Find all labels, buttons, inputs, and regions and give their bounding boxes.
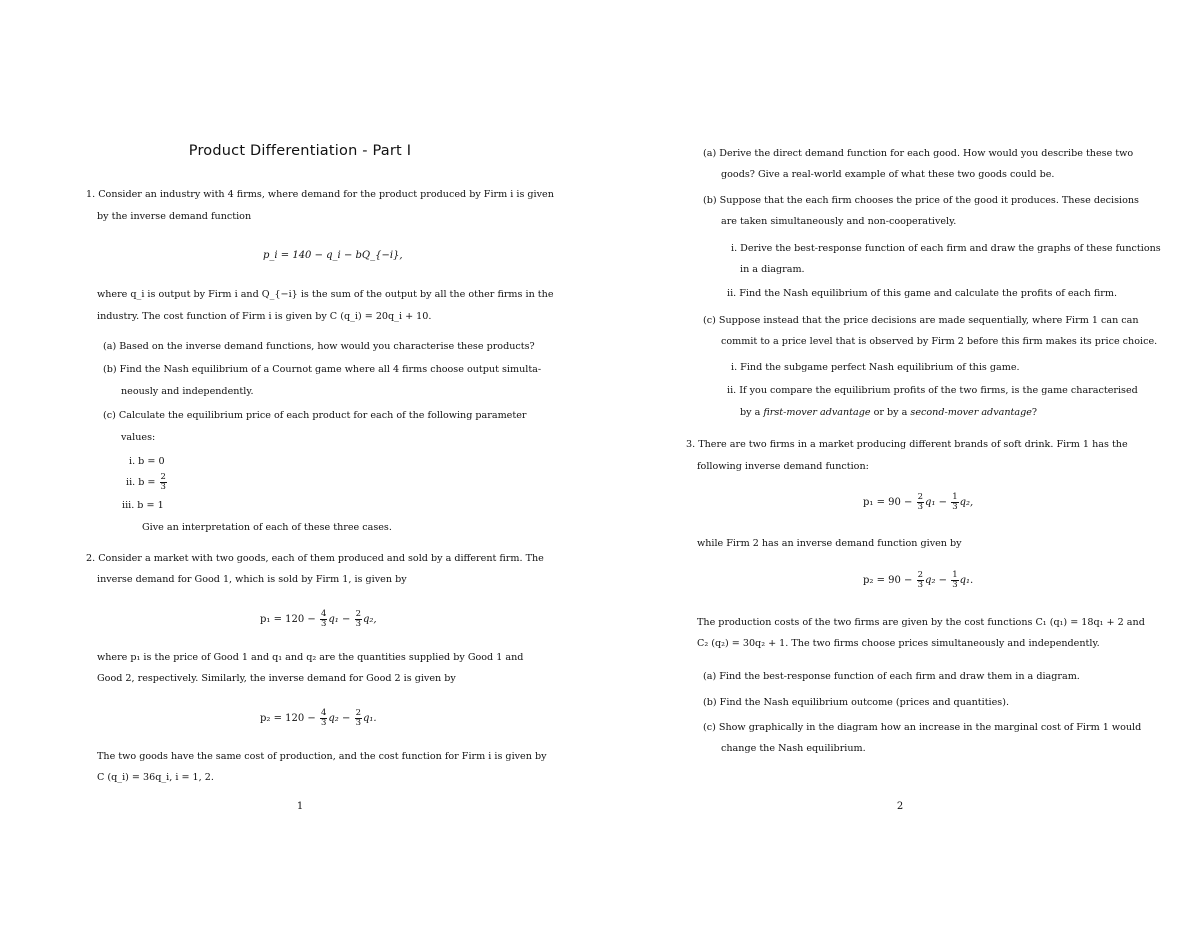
- fraction: [160, 473, 167, 492]
- q2-part-b: are taken simultaneously and non-cooperatively.: [721, 216, 957, 227]
- q1-interpretation: Give an interpretation of each of these three cases.: [142, 522, 392, 533]
- denominator: 3: [917, 502, 924, 512]
- eq-part: p₁ = 120 −: [260, 614, 316, 625]
- denominator: 3: [160, 482, 166, 492]
- denominator: 3: [952, 580, 958, 590]
- document-title: Product Differentiation - Part I: [188, 143, 412, 159]
- q1-part-c-ii: [126, 473, 168, 492]
- q2-part-b-i: i. Derive the best-response function of each firm and draw the graphs of these functions: [731, 243, 1161, 254]
- q1-text: 1. Consider an industry with 4 firms, where demand for the product produced by Firm i is given: [86, 189, 554, 200]
- denominator: 3: [320, 619, 327, 629]
- q1-equation: p_i = 140 − q_i − bQ_{−i},: [263, 250, 403, 261]
- q2-equation-2: [260, 709, 377, 728]
- fraction: [917, 493, 924, 512]
- q3-equation-2: [863, 571, 973, 590]
- numerator: 2: [160, 472, 166, 482]
- q1-part-c: values:: [121, 432, 156, 443]
- text-part: or by a: [870, 407, 911, 418]
- q2-part-b-ii: ii. Find the Nash equilibrium of this game and calculate the profits of each firm.: [727, 288, 1117, 299]
- q3-text: 3. There are two firms in a market producing different brands of soft drink. Firm 1 has the: [686, 439, 1128, 450]
- q1-text: where q_i is output by Firm i and Q_{−i} is the sum of the output by all the other firms in the: [97, 289, 554, 300]
- eq-part: q₂ −: [925, 575, 948, 586]
- fraction: [917, 571, 924, 590]
- denominator: 3: [917, 580, 924, 590]
- q3-part-b: (b) Find the Nash equilibrium outcome (prices and quantities).: [703, 697, 1010, 708]
- eq-part: q₁.: [959, 575, 974, 586]
- denominator: 3: [952, 502, 958, 512]
- q1-part-a: (a) Based on the inverse demand functions, how would you characterise these products?: [103, 341, 535, 352]
- q2-text: 2. Consider a market with two goods, each of them produced and sold by a different firm. The: [86, 553, 544, 564]
- numerator: 1: [952, 570, 958, 580]
- numerator: 4: [320, 609, 327, 619]
- eq-part: q₂,: [959, 497, 974, 508]
- numerator: 1: [952, 492, 958, 502]
- denominator: 3: [320, 718, 327, 728]
- q2-equation-1: [260, 610, 377, 629]
- eq-part: q₁.: [362, 713, 377, 724]
- page-number: 1: [296, 801, 304, 812]
- q2-part-c-i: i. Find the subgame perfect Nash equilibrium of this game.: [731, 362, 1020, 373]
- numerator: 2: [355, 708, 361, 718]
- fraction: [320, 709, 327, 728]
- eq-part: p₂ = 120 −: [260, 713, 316, 724]
- fraction: [951, 571, 958, 590]
- q2-part-b-i: in a diagram.: [740, 264, 805, 275]
- q2-part-b: (b) Suppose that the each firm chooses the price of the good it produces. These decisions: [703, 195, 1139, 206]
- q2-part-c: commit to a price level that is observed by Firm 2 before this firm makes its price choice.: [721, 336, 1158, 347]
- page-2: [600, 0, 1200, 927]
- page-number: 2: [896, 801, 904, 812]
- q2-part-c-ii: ii. If you compare the equilibrium profits of the two firms, is the game characterised: [727, 385, 1138, 396]
- numerator: 2: [917, 492, 924, 502]
- numerator: 2: [917, 570, 924, 580]
- eq-part: p₁ = 90 −: [863, 497, 913, 508]
- q2-part-c: (c) Suppose instead that the price decisions are made sequentially, where Firm 1 can can: [703, 315, 1139, 326]
- eq-part: q₂,: [362, 614, 377, 625]
- text-part: by a: [740, 407, 764, 418]
- text-part: ?: [1031, 407, 1038, 418]
- q2-part-a: (a) Derive the direct demand function for each good. How would you describe these two: [703, 148, 1134, 159]
- q1-text: industry. The cost function of Firm i is given by C (q_i) = 20q_i + 10.: [97, 311, 432, 322]
- q1-part-c-i: i. b = 0: [129, 456, 165, 467]
- q1-part-b: (b) Find the Nash equilibrium of a Cournot game where all 4 firms choose output simulta-: [103, 364, 542, 375]
- fraction: [951, 493, 958, 512]
- fraction: [355, 610, 362, 629]
- q2-part-a: goods? Give a real-world example of what these two goods could be.: [721, 169, 1055, 180]
- q2-text: where p₁ is the price of Good 1 and q₁ and q₂ are the quantities supplied by Good 1 and: [97, 652, 524, 663]
- q1-text: by the inverse demand function: [97, 211, 252, 222]
- eq-part: p₂ = 90 −: [863, 575, 913, 586]
- fraction: [355, 709, 362, 728]
- eq-part: q₁ −: [328, 614, 351, 625]
- q2-text: The two goods have the same cost of production, and the cost function for Firm i is given by: [97, 751, 547, 762]
- q1-cii-label: ii. b =: [126, 477, 159, 488]
- emphasis: second-mover advantage: [910, 407, 1032, 418]
- q3-part-c: change the Nash equilibrium.: [721, 743, 866, 754]
- q3-text: following inverse demand function:: [697, 461, 869, 472]
- emphasis: first-mover advantage: [763, 407, 871, 418]
- q3-text: The production costs of the two firms are given by the cost functions C₁ (q₁) = 18q₁ + 2 and: [697, 617, 1145, 628]
- q2-text: inverse demand for Good 1, which is sold by Firm 1, is given by: [97, 574, 407, 585]
- q1-part-c-iii: iii. b = 1: [122, 500, 164, 511]
- q3-text: C₂ (q₂) = 30q₂ + 1. The two firms choose prices simultaneously and independently.: [697, 638, 1100, 649]
- denominator: 3: [355, 718, 361, 728]
- q2-text: Good 2, respectively. Similarly, the inverse demand for Good 2 is given by: [97, 673, 456, 684]
- q1-part-c: (c) Calculate the equilibrium price of each product for each of the following parameter: [103, 410, 527, 421]
- fraction: [320, 610, 327, 629]
- q3-equation-1: [863, 493, 973, 512]
- numerator: 4: [320, 708, 327, 718]
- q1-part-b: neously and independently.: [121, 386, 254, 397]
- q3-part-c: (c) Show graphically in the diagram how an increase in the marginal cost of Firm 1 would: [703, 722, 1142, 733]
- q3-part-a: (a) Find the best-response function of each firm and draw them in a diagram.: [703, 671, 1080, 682]
- denominator: 3: [355, 619, 361, 629]
- q2-text: C (q_i) = 36q_i, i = 1, 2.: [97, 772, 214, 783]
- eq-part: q₁ −: [925, 497, 948, 508]
- q2-part-c-ii: [740, 406, 1037, 420]
- numerator: 2: [355, 609, 361, 619]
- eq-part: q₂ −: [328, 713, 351, 724]
- q3-text: while Firm 2 has an inverse demand function given by: [697, 538, 962, 549]
